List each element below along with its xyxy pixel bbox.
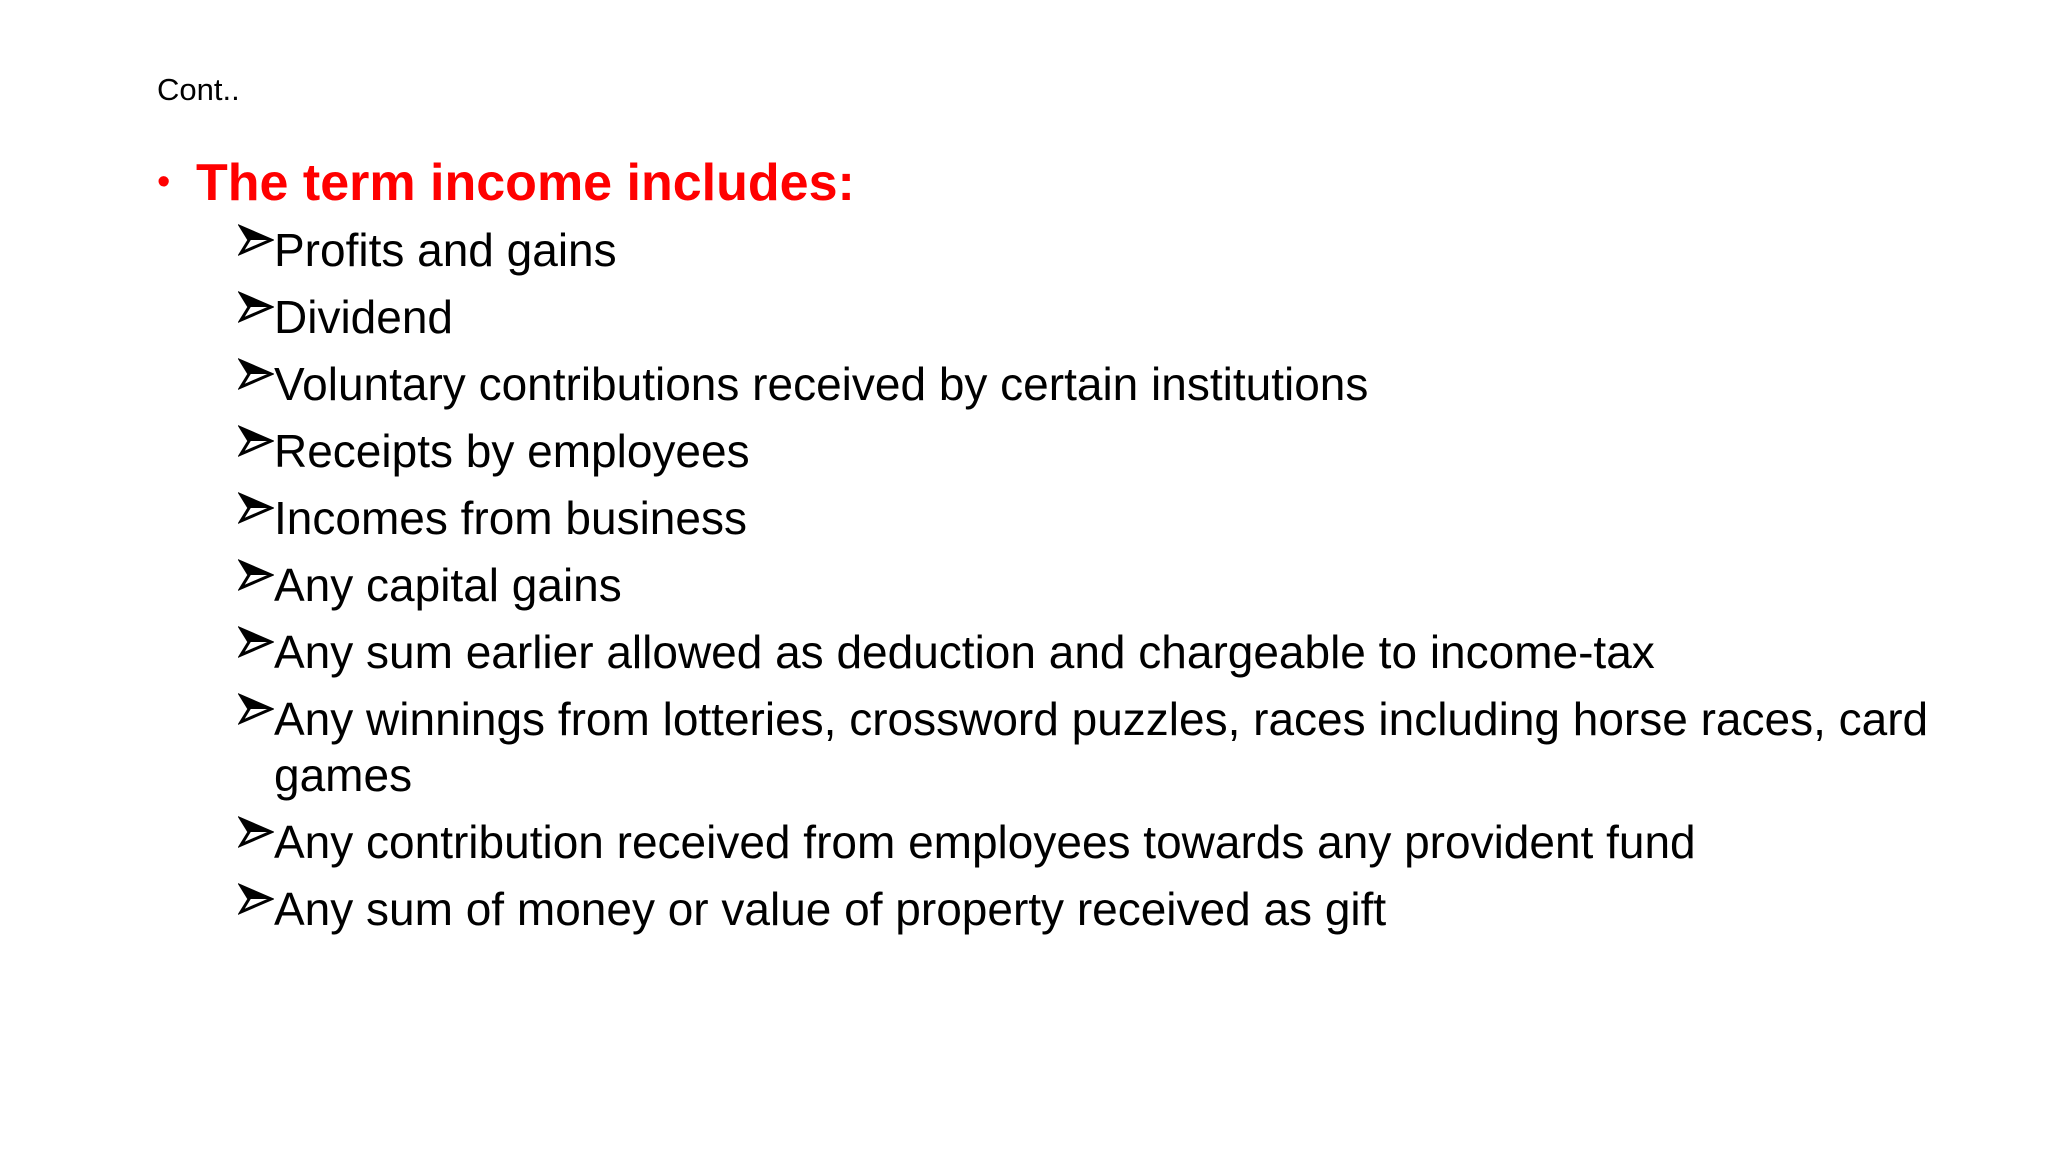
arrowhead-bullet-icon	[238, 548, 274, 604]
arrowhead-bullet-icon	[238, 872, 274, 928]
arrowhead-bullet-icon	[238, 280, 274, 336]
list-item-label: Any contribution received from employees towards any provident fund	[274, 816, 1696, 868]
list-item	[238, 881, 1938, 937]
list-item-label: Voluntary contributions received by certain institutions	[274, 358, 1369, 410]
list-item	[238, 557, 1938, 613]
arrowhead-bullet-icon	[238, 213, 274, 269]
list-item-label: Receipts by employees	[274, 425, 750, 477]
main-bullet-text: The term income includes:	[196, 154, 855, 212]
list-item	[238, 490, 1938, 546]
arrowhead-bullet-icon	[238, 805, 274, 861]
list-item	[238, 814, 1938, 870]
list-item	[238, 624, 1938, 680]
list-item	[238, 222, 1938, 278]
list-item-label: Profits and gains	[274, 224, 617, 276]
arrowhead-bullet-icon	[238, 615, 274, 671]
list-item	[238, 423, 1938, 479]
list-item-label: Dividend	[274, 291, 453, 343]
list-item	[238, 289, 1938, 345]
slide-title: Cont..	[157, 72, 240, 107]
main-bullet	[157, 148, 855, 218]
arrowhead-bullet-icon	[238, 347, 274, 403]
list-item-label: Any capital gains	[274, 559, 622, 611]
list-item-label: Any winnings from lotteries, crossword puzzles, races including horse races, card games	[274, 693, 1929, 801]
list-item	[238, 356, 1938, 412]
list-item-label: Any sum of money or value of property received as gift	[274, 883, 1387, 935]
income-items-list	[238, 222, 1938, 948]
arrowhead-bullet-icon	[238, 414, 274, 470]
bullet-dot-icon: •	[157, 161, 171, 203]
arrowhead-bullet-icon	[238, 682, 274, 738]
list-item-label: Any sum earlier allowed as deduction and chargeable to income-tax	[274, 626, 1655, 678]
list-item	[238, 691, 1938, 803]
arrowhead-bullet-icon	[238, 481, 274, 537]
list-item-label: Incomes from business	[274, 492, 747, 544]
